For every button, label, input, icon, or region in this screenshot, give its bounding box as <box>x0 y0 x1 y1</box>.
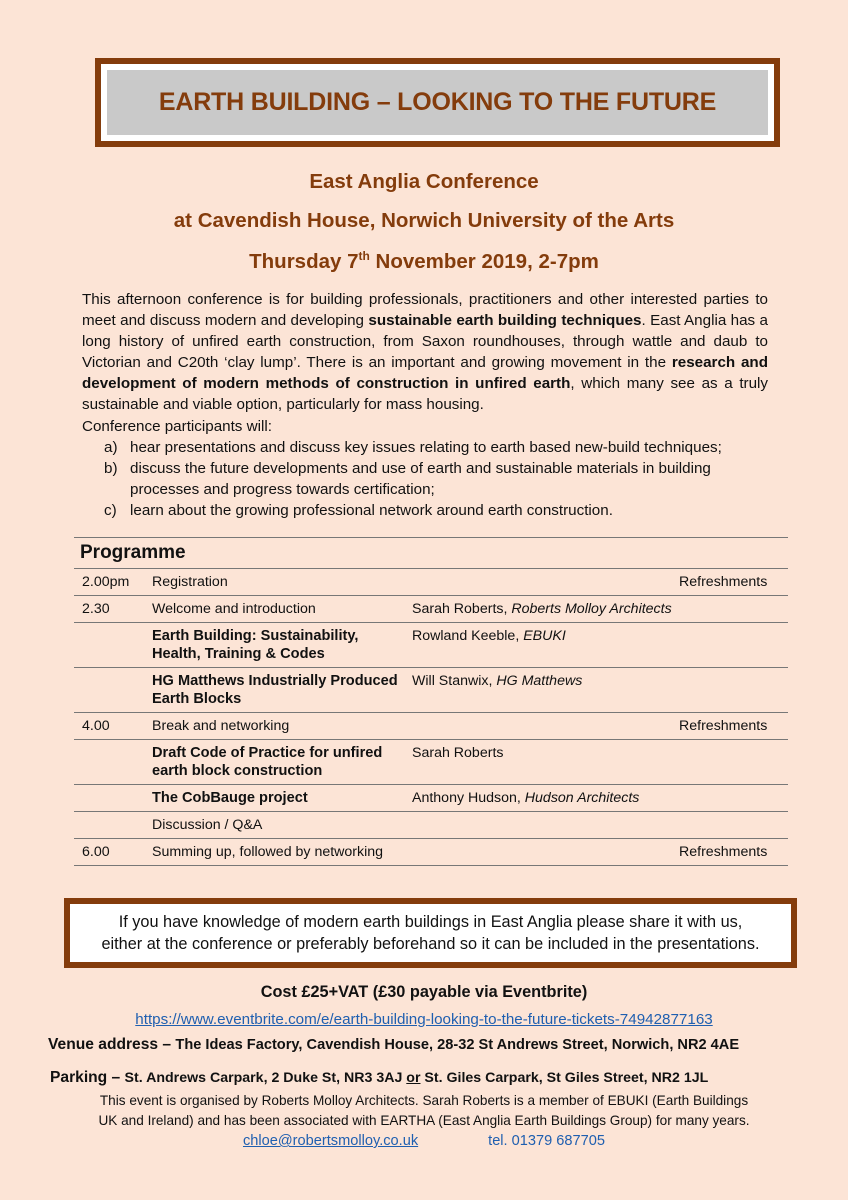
session-title: The CobBauge project <box>144 785 404 812</box>
speaker-org: Roberts Molloy Architects <box>511 601 672 617</box>
parking-option: St. Andrews Carpark, 2 Duke St, NR3 3AJ <box>124 1070 407 1086</box>
speaker-name: Sarah Roberts <box>412 745 504 761</box>
parking-info <box>50 1069 708 1087</box>
session-time: 2.00pm <box>74 569 144 596</box>
session-time <box>74 785 144 812</box>
session-speaker <box>404 623 679 668</box>
table-row <box>74 668 788 713</box>
date-text-rest: November 2019, 2-7pm <box>369 249 599 273</box>
programme-heading: Programme <box>74 538 788 569</box>
session-note: Refreshments <box>679 839 788 866</box>
session-title: Discussion / Q&A <box>144 812 404 839</box>
list-item <box>82 458 772 500</box>
intro-text: This afternoon conference is for building professionals, practitioners and other interested parties to meet and discuss modern and developing <box>82 291 768 329</box>
speaker-org: Hudson Architects <box>524 790 640 806</box>
list-text: hear presentations and discuss key issues relating to earth based new-build techniques; <box>130 439 722 456</box>
speaker-name: Sarah Roberts, <box>412 601 512 617</box>
intro-emphasis: sustainable earth building techniques <box>368 312 642 329</box>
list-label: b) <box>104 460 118 477</box>
session-speaker <box>404 713 679 740</box>
venue-value: The Ideas Factory, Cavendish House, 28-32 St Andrews Street, Norwich, NR2 4AE <box>175 1037 740 1053</box>
table-row <box>74 740 788 785</box>
session-title: Summing up, followed by networking <box>144 839 404 866</box>
list-label: a) <box>104 439 118 456</box>
table-row <box>74 623 788 668</box>
session-time: 4.00 <box>74 713 144 740</box>
page-title: EARTH BUILDING – LOOKING TO THE FUTURE <box>158 88 717 116</box>
session-time <box>74 812 144 839</box>
speaker-name: Rowland Keeble, <box>412 628 524 644</box>
session-speaker <box>404 839 679 866</box>
conference-name: East Anglia Conference <box>309 170 539 193</box>
list-text: learn about the growing professional network around earth construction. <box>130 502 613 519</box>
session-title: Welcome and introduction <box>144 596 404 623</box>
intro-paragraph <box>82 289 768 415</box>
session-title: Registration <box>144 569 404 596</box>
session-title: Earth Building: Sustainability, Health, Training & Codes <box>144 623 404 668</box>
email-link[interactable]: chloe@robertsmolloy.co.uk <box>242 1133 419 1149</box>
intro-emphasis: research and development of modern methods of construction in unfired earth <box>82 354 768 392</box>
organiser-text: This event is organised by Roberts Molloy Architects. Sarah Roberts is a member of EBUKI (Earth Buildings <box>99 1093 749 1108</box>
session-note: Refreshments <box>679 569 788 596</box>
table-row <box>74 785 788 812</box>
table-row <box>74 596 788 623</box>
cost: Cost £25+VAT (£30 payable via Eventbrite) <box>260 983 588 1001</box>
session-title: HG Matthews Industrially Produced Earth Blocks <box>144 668 404 713</box>
speaker-name: Anthony Hudson, <box>412 790 525 806</box>
session-title: Draft Code of Practice for unfired earth block construction <box>144 740 404 785</box>
session-note: Refreshments <box>679 713 788 740</box>
session-time: 6.00 <box>74 839 144 866</box>
conference-date <box>0 249 848 274</box>
table-row <box>74 812 788 839</box>
organiser-info <box>0 1091 848 1151</box>
eventbrite-link[interactable]: https://www.eventbrite.com/e/earth-building-looking-to-the-future-tickets-74942877163 <box>135 1011 713 1028</box>
notice-box <box>64 898 797 968</box>
intro-text: , which many see as a truly sustainable and viable option, particularly for mass housing. <box>82 375 769 413</box>
session-title: Break and networking <box>144 713 404 740</box>
session-time <box>74 668 144 713</box>
participants-list <box>82 416 772 521</box>
speaker-org: EBUKI <box>523 628 566 644</box>
list-item <box>82 437 772 458</box>
session-speaker <box>404 740 679 785</box>
list-item <box>82 500 772 521</box>
session-note <box>679 785 788 812</box>
session-note <box>679 596 788 623</box>
conference-location: at Cavendish House, Norwich University of the Arts <box>173 209 675 232</box>
telephone: tel. 01379 687705 <box>488 1133 605 1149</box>
speaker-name: Will Stanwix, <box>412 673 497 689</box>
session-time <box>74 623 144 668</box>
venue-address <box>48 1036 739 1054</box>
session-speaker <box>404 596 679 623</box>
session-note <box>679 668 788 713</box>
table-row <box>74 839 788 866</box>
session-speaker <box>404 785 679 812</box>
date-suffix: th <box>358 249 370 263</box>
venue-label: Venue address – <box>48 1036 176 1053</box>
session-time <box>74 740 144 785</box>
intro-text: . East Anglia has a long history of unfired earth construction, from Saxon roundhouses, through wattle and daub to Victorian and C20th ‘clay lump’. There is an important and growing movement in the <box>82 312 768 371</box>
session-note <box>679 812 788 839</box>
parking-label: Parking – <box>50 1069 125 1086</box>
organiser-text: UK and Ireland) and has been associated with EARTHA (East Anglia Earth Buildings Group) for many years. <box>98 1113 750 1128</box>
session-time: 2.30 <box>74 596 144 623</box>
programme-table <box>74 537 788 866</box>
session-speaker <box>404 812 679 839</box>
parking-or: or <box>406 1070 421 1086</box>
table-row <box>74 569 788 596</box>
date-text: Thursday 7 <box>249 249 359 273</box>
title-banner <box>95 58 780 147</box>
table-row <box>74 713 788 740</box>
participants-heading: Conference participants will: <box>82 418 272 435</box>
session-speaker <box>404 668 679 713</box>
session-note <box>679 623 788 668</box>
notice-text: If you have knowledge of modern earth buildings in East Anglia please share it with us, either at the conference or preferably beforehand so it can be included in the presentations. <box>101 913 760 953</box>
list-label: c) <box>104 502 117 519</box>
session-speaker <box>404 569 679 596</box>
parking-option: St. Giles Carpark, St Giles Street, NR2 1JL <box>420 1070 709 1086</box>
list-text: discuss the future developments and use of earth and sustainable materials in building processes and progress towards certification; <box>130 460 711 498</box>
session-note <box>679 740 788 785</box>
speaker-org: HG Matthews <box>496 673 583 689</box>
